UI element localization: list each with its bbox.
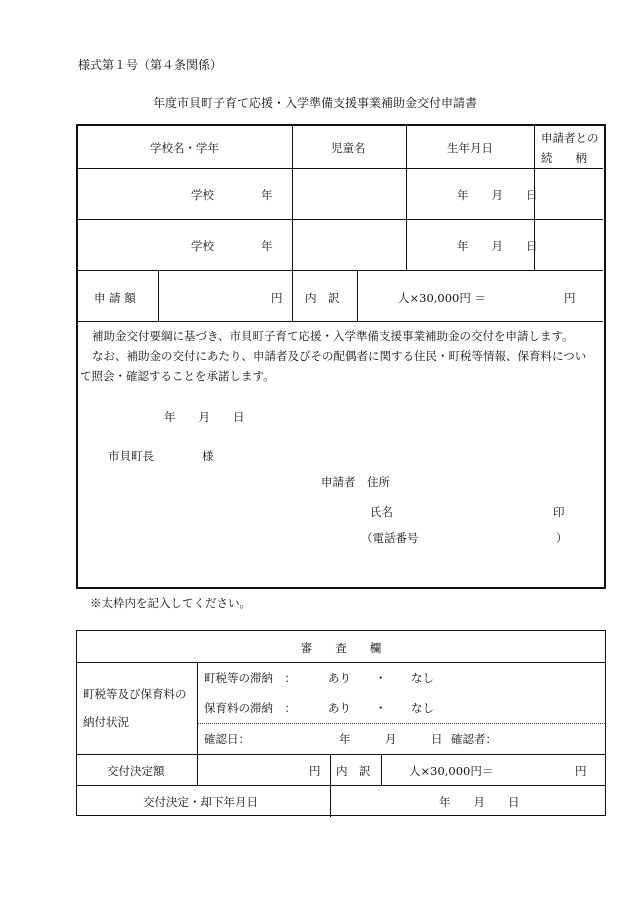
instruction-note: ※太枠内を記入してください。 [90, 596, 251, 610]
phone-label: （電話番号 [361, 531, 419, 545]
yen-unit: 円 [309, 764, 321, 778]
breakdown-formula: 人×30,000円＝ [409, 764, 494, 778]
col-divider [292, 126, 293, 321]
row-divider [77, 754, 605, 755]
row-divider [78, 168, 603, 169]
relation-header-line2: 続 柄 [541, 151, 587, 165]
row-divider [77, 785, 605, 786]
breakdown-label: 内 訳 [336, 764, 371, 778]
consent-statement: なお、補助金の交付にあたり、申請者及びその配偶者に関する住民・町税等情報、保育料につい [92, 349, 587, 363]
grade-label: 年 [261, 188, 273, 202]
addressee: 市貝町長 [108, 449, 154, 463]
fee-arrears-yes: あり [328, 701, 351, 715]
relation-header-line1: 申請者との [541, 131, 599, 145]
tax-arrears-label: 町税等の滞納 ： [204, 671, 296, 685]
fee-arrears-no: なし [411, 701, 434, 715]
tax-arrears-yes: あり [328, 671, 351, 685]
application-form-box [76, 124, 606, 589]
application-date: 年 月 日 [164, 410, 245, 424]
dotted-divider [198, 723, 605, 724]
application-statement: 補助金交付要綱に基づき、市貝町子育て応援・入学準備支援事業補助金の交付を申請します。 [92, 329, 574, 343]
birth-date-header: 生年月日 [447, 141, 493, 155]
breakdown-yen-unit: 円 [564, 291, 576, 305]
consent-statement-cont: て照会・確認することを承諾します。 [80, 369, 275, 383]
grade-label: 年 [261, 239, 273, 253]
applicant-name-label: 氏名 [370, 505, 393, 519]
separator-dot: ・ [375, 671, 387, 685]
confirmer-label: 確認者： [451, 732, 497, 746]
col-divider [381, 754, 382, 785]
separator-dot: ・ [375, 701, 387, 715]
row-divider [78, 321, 603, 322]
row-divider [77, 662, 605, 663]
breakdown-formula: 人×30,000円 ＝ [398, 291, 487, 305]
requested-amount-label: 申 請 額 [94, 291, 136, 305]
school-label: 学校 [191, 188, 214, 202]
decision-amount-label: 交付決定額 [107, 764, 165, 778]
applicant-address-label: 申請者 住所 [321, 475, 390, 489]
payment-status-label-line2: 納付状況 [83, 715, 129, 729]
tax-arrears-no: なし [411, 671, 434, 685]
breakdown-label: 内 訳 [305, 291, 340, 305]
form-number: 様式第１号（第４条関係） [78, 58, 223, 72]
breakdown-yen-unit: 円 [575, 764, 587, 778]
phone-close-paren: ） [556, 531, 568, 545]
decision-date-label: 交付決定・却下年月日 [143, 795, 258, 809]
col-divider [357, 270, 358, 321]
school-grade-header: 学校名・学年 [150, 141, 219, 155]
decision-date-value: 年 月 日 [439, 795, 520, 809]
col-divider [330, 754, 331, 817]
seal-mark: 印 [553, 505, 565, 519]
row-divider [78, 270, 603, 271]
row-divider [78, 219, 603, 220]
document-title: 年度市貝町子育て応援・入学準備支援事業補助金交付申請書 [152, 96, 477, 110]
child-name-header: 児童名 [331, 141, 366, 155]
school-label: 学校 [191, 239, 214, 253]
review-title: 審 査 欄 [300, 641, 382, 655]
col-divider [158, 270, 159, 321]
yen-unit: 円 [271, 291, 283, 305]
fee-arrears-label: 保育料の滞納 ： [204, 701, 296, 715]
birth-date-field: 年 月 日 [457, 188, 538, 202]
honorific: 様 [202, 449, 214, 463]
col-divider [406, 126, 407, 270]
col-divider [197, 662, 198, 785]
payment-status-label-line1: 町税等及び保育料の [83, 687, 187, 701]
birth-date-field: 年 月 日 [457, 239, 538, 253]
review-section-box [76, 630, 606, 816]
confirm-date-label: 確認日： [204, 732, 250, 746]
confirm-date-value: 年 月 日 [339, 732, 443, 746]
